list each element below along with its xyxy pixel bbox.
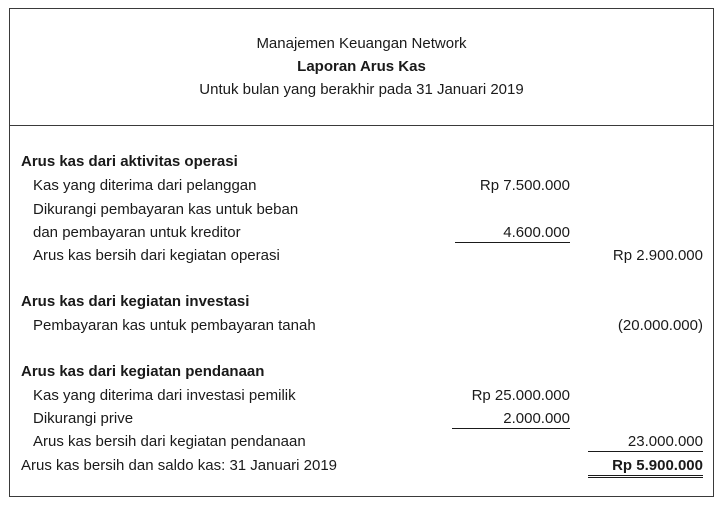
financing-heading: Arus kas dari kegiatan pendanaan [21,363,265,380]
header-divider [9,125,714,126]
operating-receipts-amount: Rp 7.500.000 [479,177,570,194]
operating-expenses-label-2: dan pembayaran untuk kreditor [33,224,241,241]
investing-heading: Arus kas dari kegiatan investasi [21,293,250,310]
operating-heading: Arus kas dari aktivitas operasi [21,153,238,170]
financing-prive-label: Dikurangi prive [33,410,134,427]
operating-expenses-label-1: Dikurangi pembayaran kas untuk beban [33,201,299,218]
financing-owner-amount: Rp 25.000.000 [471,387,570,404]
company-name: Manajemen Keuangan Network [256,35,467,52]
operating-receipts-label: Kas yang diterima dari pelanggan [33,177,257,194]
total-label: Arus kas bersih dan saldo kas: 31 Januari 2019 [21,457,338,474]
investing-land-label: Pembayaran kas untuk pembayaran tanah [33,317,316,334]
operating-net-amount: Rp 2.900.000 [612,247,703,264]
financing-net-amount: 23.000.000 [588,433,703,452]
financing-prive-amount: 2.000.000 [452,410,570,429]
operating-expenses-amount: 4.600.000 [455,224,570,243]
total-amount: Rp 5.900.000 [588,457,703,478]
financing-net-label: Arus kas bersih dari kegiatan pendanaan [33,433,306,450]
investing-land-amount: (20.000.000) [617,317,703,334]
statement-title: Laporan Arus Kas [297,58,426,75]
financing-owner-label: Kas yang diterima dari investasi pemilik [33,387,296,404]
statement-period: Untuk bulan yang berakhir pada 31 Januari 2019 [199,81,524,98]
operating-net-label: Arus kas bersih dari kegiatan operasi [33,247,280,264]
